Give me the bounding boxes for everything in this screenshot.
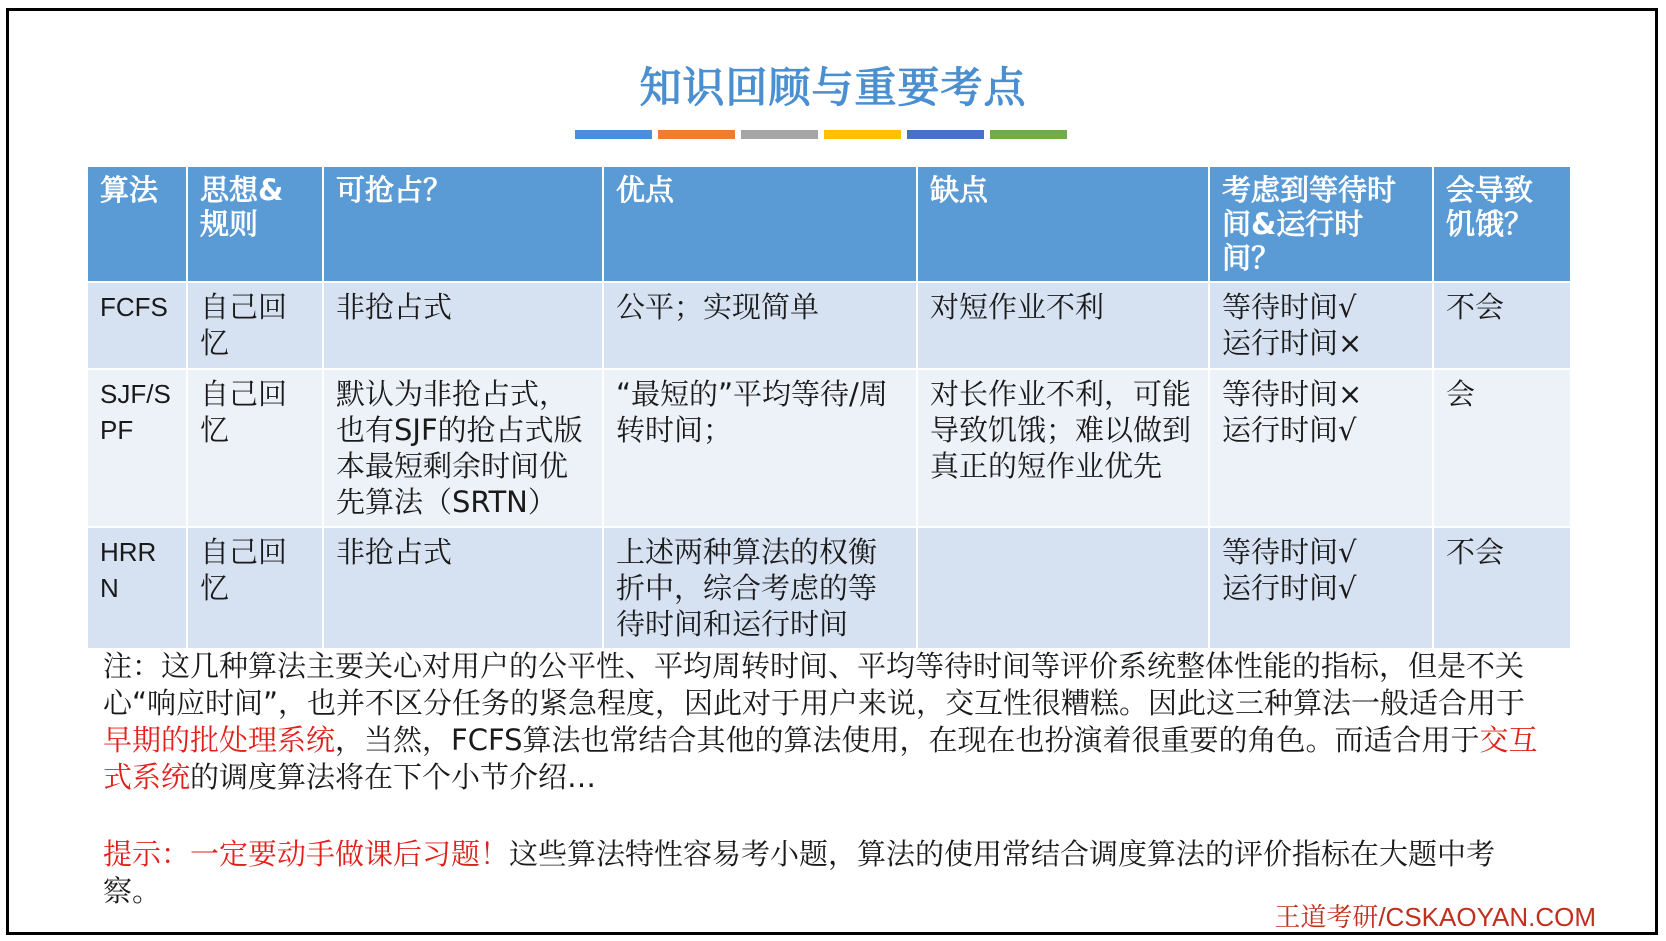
header-advantages: 优点: [603, 166, 917, 282]
cell-disadvantages: [917, 527, 1209, 649]
tip-text: 这些算法特性容易考小题，算法的使用常结合调度算法的评价指标在大题中考察。: [103, 837, 1496, 908]
note-highlight-interactive: 交互式系统: [103, 723, 1538, 794]
cell-algorithm: HRRN: [87, 527, 187, 649]
color-segment-4: [824, 130, 901, 139]
note-text-3: 的调度算法将在下个小节介绍…: [190, 760, 597, 794]
table-row: [87, 282, 1571, 369]
cell-advantages: 公平；实现简单: [603, 282, 917, 369]
cell-advantages: 上述两种算法的权衡折中，综合考虑的等待时间和运行时间: [603, 527, 917, 649]
header-algorithm: 算法: [87, 166, 187, 282]
cell-idea: 自己回忆: [187, 369, 323, 527]
cell-preemptive: 默认为非抢占式，也有SJF的抢占式版本最短剩余时间优先算法（SRTN）: [323, 369, 603, 527]
cell-disadvantages: 对短作业不利: [917, 282, 1209, 369]
header-wait-run-time: 考虑到等待时间&运行时间？: [1209, 166, 1433, 282]
table-row: [87, 527, 1571, 649]
note-paragraph: [103, 648, 1548, 796]
table-row: [87, 369, 1571, 527]
cell-idea: 自己回忆: [187, 282, 323, 369]
cell-advantages: “最短的”平均等待/周转时间；: [603, 369, 917, 527]
footer-brand: 王道考研/CSKAOYAN.COM: [1274, 902, 1596, 932]
cell-preemptive: 非抢占式: [323, 282, 603, 369]
cell-disadvantages: 对长作业不利，可能导致饥饿；难以做到真正的短作业优先: [917, 369, 1209, 527]
header-idea-rules: 思想&规则: [187, 166, 323, 282]
tip-highlight: 提示：一定要动手做课后习题！: [103, 837, 510, 871]
cell-starvation: 不会: [1433, 282, 1571, 369]
color-segment-1: [575, 130, 652, 139]
cell-starvation: 不会: [1433, 527, 1571, 649]
cell-algorithm: FCFS: [87, 282, 187, 369]
algorithm-comparison-table: [86, 165, 1572, 650]
note-highlight-batch: 早期的批处理系统: [103, 723, 336, 757]
color-bar: [575, 130, 1067, 139]
color-segment-5: [907, 130, 984, 139]
cell-wait-run: 等待时间√ 运行时间√: [1209, 527, 1433, 649]
header-disadvantages: 缺点: [917, 166, 1209, 282]
color-segment-2: [658, 130, 735, 139]
header-starvation: 会导致饥饿？: [1433, 166, 1571, 282]
cell-preemptive: 非抢占式: [323, 527, 603, 649]
cell-wait-run: 等待时间× 运行时间√: [1209, 369, 1433, 527]
cell-idea: 自己回忆: [187, 527, 323, 649]
cell-wait-run: 等待时间√ 运行时间×: [1209, 282, 1433, 369]
color-segment-3: [741, 130, 818, 139]
cell-algorithm: SJF/SPF: [87, 369, 187, 527]
color-segment-6: [990, 130, 1067, 139]
slide-title: 知识回顾与重要考点: [639, 63, 1027, 112]
cell-starvation: 会: [1433, 369, 1571, 527]
table-header-row: [87, 166, 1571, 282]
note-text-2: ，当然，FCFS算法也常结合其他的算法使用，在现在也扮演着很重要的角色。而适合用于: [335, 723, 1480, 757]
header-preemptive: 可抢占？: [323, 166, 603, 282]
note-text-1: 注：这几种算法主要关心对用户的公平性、平均周转时间、平均等待时间等评价系统整体性能的指标，但是不关心“响应时间”，也并不区分任务的紧急程度，因此对于用户来说，交互性很糟糕。因此这三种算法一般适合用于: [103, 649, 1526, 720]
